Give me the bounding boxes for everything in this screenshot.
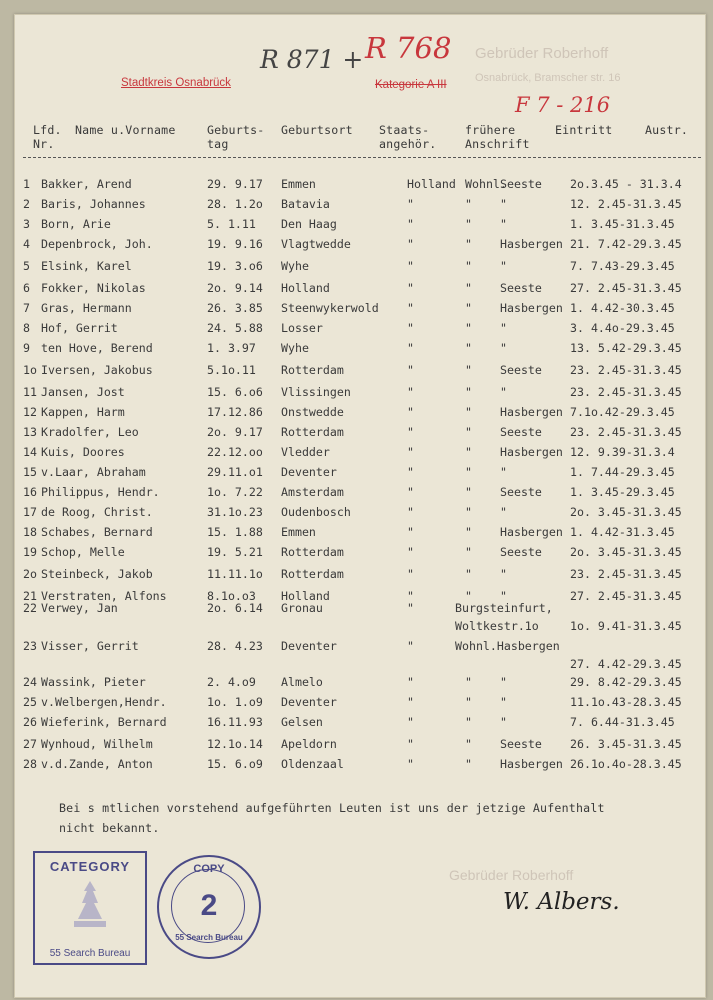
row-addr: " <box>465 485 472 499</box>
row-dates: 1o. 9.41-31.3.45 <box>570 619 682 633</box>
row-place: Den Haag <box>281 217 337 231</box>
header-austritt: Austr. <box>645 123 689 137</box>
copy-stamp-number: 2 <box>200 889 218 922</box>
row-loc: " <box>500 567 507 581</box>
row-nat: " <box>407 281 414 295</box>
row-nr: 25 <box>23 695 37 709</box>
row-loc: Seeste <box>500 281 542 295</box>
row-addr: " <box>465 545 472 559</box>
table-row <box>15 321 705 339</box>
row-dates: 23. 2.45-31.3.45 <box>570 425 682 439</box>
row-dob: 11.11.1o <box>207 567 263 581</box>
row-nr: 26 <box>23 715 37 729</box>
row-dob: 2o. 9.14 <box>207 281 263 295</box>
row-place: Holland <box>281 589 330 603</box>
row-dob: 28. 1.2o <box>207 197 263 211</box>
row-place: Rotterdam <box>281 567 344 581</box>
row-name: Schabes, Bernard <box>41 525 153 539</box>
row-nat: " <box>407 445 414 459</box>
table-row-continued <box>15 657 705 675</box>
row-dob: 26. 3.85 <box>207 301 263 315</box>
row-nat: " <box>407 567 414 581</box>
row-dob: 29.11.o1 <box>207 465 263 479</box>
row-dates: 29. 8.42-29.3.45 <box>570 675 682 689</box>
header-staats-1: Staats- <box>379 123 430 137</box>
row-name: Wassink, Pieter <box>41 675 146 689</box>
row-place: Rotterdam <box>281 363 344 377</box>
row-place: Deventer <box>281 639 337 653</box>
row-nat: " <box>407 425 414 439</box>
row-loc: Seeste <box>500 485 542 499</box>
table-row <box>15 425 705 443</box>
row-name: Wieferink, Bernard <box>41 715 167 729</box>
row-addr-1: Burgsteinfurt, <box>455 601 553 615</box>
row-addr: " <box>465 445 472 459</box>
row-dates: 26.1o.4o-28.3.45 <box>570 757 682 771</box>
category-stamp-caption: 55 Search Bureau <box>49 948 131 959</box>
table-row <box>15 465 705 483</box>
row-nr: 28 <box>23 757 37 771</box>
table-row <box>15 301 705 319</box>
row-dates: 7. 7.43-29.3.45 <box>570 259 675 273</box>
table-row <box>15 715 705 733</box>
row-loc: " <box>500 589 507 603</box>
row-place: Emmen <box>281 177 316 191</box>
row-nr: 2o <box>23 567 37 581</box>
copy-stamp-top: COPY <box>193 863 225 875</box>
row-nr: 22 <box>23 601 37 615</box>
table-row <box>15 757 705 775</box>
table-row <box>15 197 705 215</box>
copy-stamp-ring-text: 55 Search Bureau <box>175 933 243 942</box>
row-nat: " <box>407 363 414 377</box>
row-name: v.Welbergen,Hendr. <box>41 695 167 709</box>
row-loc: " <box>500 385 507 399</box>
row-loc: " <box>500 197 507 211</box>
row-place: Vlagtwedde <box>281 237 351 251</box>
row-nat: " <box>407 385 414 399</box>
row-name: Kradolfer, Leo <box>41 425 139 439</box>
row-nr: 11 <box>23 385 37 399</box>
row-nat: " <box>407 601 414 615</box>
table-row <box>15 385 705 403</box>
row-name: Verwey, Jan <box>41 601 118 615</box>
row-dates: 11.1o.43-28.3.45 <box>570 695 682 709</box>
row-name: Gras, Hermann <box>41 301 132 315</box>
row-name: Schop, Melle <box>41 545 125 559</box>
faint-company-stamp <box>475 45 621 87</box>
row-loc: " <box>500 465 507 479</box>
row-dob: 5.1o.11 <box>207 363 256 377</box>
document-page <box>14 14 706 998</box>
row-dob: 19. 3.o6 <box>207 259 263 273</box>
row-nat: " <box>407 217 414 231</box>
row-name: Iversen, Jakobus <box>41 363 153 377</box>
table-row <box>15 405 705 423</box>
table-row <box>15 259 705 277</box>
row-name: Baris, Johannes <box>41 197 146 211</box>
row-nat: " <box>407 197 414 211</box>
row-loc: Seeste <box>500 363 542 377</box>
row-name: Born, Arie <box>41 217 111 231</box>
row-name: de Roog, Christ. <box>41 505 153 519</box>
row-dob: 1o. 7.22 <box>207 485 263 499</box>
category-stamp-emblem-icon <box>70 879 110 935</box>
row-loc: " <box>500 217 507 231</box>
row-place: Steenwykerwold <box>281 301 379 315</box>
row-addr: " <box>465 341 472 355</box>
row-dob: 22.12.oo <box>207 445 263 459</box>
table-row <box>15 675 705 693</box>
row-place: Losser <box>281 321 323 335</box>
header-eintritt: Eintritt <box>555 123 613 137</box>
row-dates: 7.1o.42-29.3.45 <box>570 405 675 419</box>
row-place: Onstwedde <box>281 405 344 419</box>
row-place: Vlissingen <box>281 385 351 399</box>
row-nat: " <box>407 301 414 315</box>
row-dates: 26. 3.45-31.3.45 <box>570 737 682 751</box>
row-name: Depenbrock, Joh. <box>41 237 153 251</box>
row-addr: " <box>465 363 472 377</box>
row-dates: 21. 7.42-29.3.45 <box>570 237 682 251</box>
table-row <box>15 737 705 755</box>
row-dates: 2o. 3.45-31.3.45 <box>570 505 682 519</box>
table-row <box>15 281 705 299</box>
row-dob: 15. 1.88 <box>207 525 263 539</box>
row-nr: 8 <box>23 321 30 335</box>
footer-line-2: nicht bekannt. <box>59 821 160 835</box>
row-dob: 31.1o.23 <box>207 505 263 519</box>
row-place: Deventer <box>281 465 337 479</box>
category-stamp-title: CATEGORY <box>49 859 131 874</box>
row-addr: " <box>465 737 472 751</box>
row-dates: 1. 4.42-30.3.45 <box>570 301 675 315</box>
row-dob: 17.12.86 <box>207 405 263 419</box>
row-nat: " <box>407 405 414 419</box>
row-dob: 12.1o.14 <box>207 737 263 751</box>
table-row <box>15 505 705 523</box>
row-place: Deventer <box>281 695 337 709</box>
row-loc: Hasbergen <box>500 301 563 315</box>
row-place: Vledder <box>281 445 330 459</box>
row-nr: 7 <box>23 301 30 315</box>
row-name: Verstraten, Alfons <box>41 589 167 603</box>
row-nat: " <box>407 321 414 335</box>
row-nr: 2 <box>23 197 30 211</box>
row-dates: 13. 5.42-29.3.45 <box>570 341 682 355</box>
row-place: Emmen <box>281 525 316 539</box>
row-loc: Seeste <box>500 737 542 751</box>
row-name: Wynhoud, Wilhelm <box>41 737 153 751</box>
row-dates: 12. 2.45-31.3.45 <box>570 197 682 211</box>
row-addr: " <box>465 465 472 479</box>
row-nat: " <box>407 237 414 251</box>
row-place: Apeldorn <box>281 737 337 751</box>
row-loc: " <box>500 341 507 355</box>
row-addr: " <box>465 237 472 251</box>
row-dob: 19. 5.21 <box>207 545 263 559</box>
row-nr: 3 <box>23 217 30 231</box>
row-nr: 18 <box>23 525 37 539</box>
row-addr: " <box>465 505 472 519</box>
row-name: Jansen, Jost <box>41 385 125 399</box>
row-addr: " <box>465 695 472 709</box>
row-loc: " <box>500 505 507 519</box>
row-nr: 15 <box>23 465 37 479</box>
row-dob: 29. 9.17 <box>207 177 263 191</box>
row-name: Visser, Gerrit <box>41 639 139 653</box>
row-dob: 16.11.93 <box>207 715 263 729</box>
row-loc: Seeste <box>500 425 542 439</box>
row-place: Amsterdam <box>281 485 344 499</box>
row-addr: " <box>465 567 472 581</box>
row-place: Rotterdam <box>281 425 344 439</box>
row-name: Elsink, Karel <box>41 259 132 273</box>
handwritten-ref-3: F 7 - 216 <box>515 93 611 117</box>
row-loc: Hasbergen <box>500 525 563 539</box>
row-nr: 5 <box>23 259 30 273</box>
row-loc: Hasbergen <box>500 405 563 419</box>
row-place: Almelo <box>281 675 323 689</box>
row-dob: 2o. 6.14 <box>207 601 263 615</box>
row-name: ten Hove, Berend <box>41 341 153 355</box>
row-nat: " <box>407 485 414 499</box>
row-dob: 1. 3.97 <box>207 341 256 355</box>
row-addr: " <box>465 425 472 439</box>
row-dates: 2o. 3.45-31.3.45 <box>570 545 682 559</box>
row-place: Wyhe <box>281 259 309 273</box>
copy-stamp <box>157 855 261 959</box>
row-nat: " <box>407 525 414 539</box>
table-row <box>15 639 705 657</box>
row-nr: 23 <box>23 639 37 653</box>
row-nr: 6 <box>23 281 30 295</box>
row-nat: " <box>407 341 414 355</box>
row-place: Gronau <box>281 601 323 615</box>
row-dates: 7. 6.44-31.3.45 <box>570 715 675 729</box>
row-dob: 24. 5.88 <box>207 321 263 335</box>
header-geburtsort: Geburtsort <box>281 123 353 137</box>
table-row-continued <box>15 619 705 637</box>
table-row <box>15 341 705 359</box>
row-dates: 1. 3.45-29.3.45 <box>570 485 675 499</box>
row-dates: 27. 4.42-29.3.45 <box>570 657 682 671</box>
row-loc: " <box>500 715 507 729</box>
row-addr: " <box>465 675 472 689</box>
row-name: v.d.Zande, Anton <box>41 757 153 771</box>
row-name: Steinbeck, Jakob <box>41 567 153 581</box>
row-nat: " <box>407 737 414 751</box>
row-nr: 16 <box>23 485 37 499</box>
header-fruhere-1: frühere <box>465 123 516 137</box>
row-name: Philippus, Hendr. <box>41 485 160 499</box>
row-place: Rotterdam <box>281 545 344 559</box>
row-dob: 2o. 9.17 <box>207 425 263 439</box>
row-nat: " <box>407 639 414 653</box>
row-dob: 2. 4.o9 <box>207 675 256 689</box>
row-dates: 3. 4.4o-29.3.45 <box>570 321 675 335</box>
row-loc: Seeste <box>500 177 542 191</box>
stadtkreis-label: Stadtkreis Osnabrück <box>121 77 231 89</box>
faint-stamp-line-2: Osnabrück, Bramscher str. 16 <box>475 72 621 84</box>
row-loc: Hasbergen <box>500 445 563 459</box>
row-addr: " <box>465 715 472 729</box>
row-place: Batavia <box>281 197 330 211</box>
faint-bottom-stamp: Gebrüder Roberhoff <box>449 867 574 883</box>
row-loc: Hasbergen <box>500 237 563 251</box>
header-lfd: Lfd. <box>33 123 62 137</box>
row-nr: 14 <box>23 445 37 459</box>
row-name: Kappen, Harm <box>41 405 125 419</box>
header-name: Name u.Vorname <box>75 123 176 137</box>
row-nat: " <box>407 259 414 273</box>
row-dob: 15. 6.o9 <box>207 757 263 771</box>
row-nat: " <box>407 545 414 559</box>
row-name: Kuis, Doores <box>41 445 125 459</box>
row-dob: 8.1o.o3 <box>207 589 256 603</box>
table-row <box>15 485 705 503</box>
header-geburtstag-1: Geburts- <box>207 123 265 137</box>
row-dates: 1. 7.44-29.3.45 <box>570 465 675 479</box>
row-addr-2: Woltkestr.1o <box>455 619 539 633</box>
row-nat: " <box>407 505 414 519</box>
table-row <box>15 545 705 563</box>
row-nr: 1o <box>23 363 37 377</box>
row-loc: Seeste <box>500 545 542 559</box>
row-addr-1: Wohnl.Hasbergen <box>455 639 560 653</box>
row-place: Oldenzaal <box>281 757 344 771</box>
row-dob: 1o. 1.o9 <box>207 695 263 709</box>
row-addr: " <box>465 385 472 399</box>
row-place: Wyhe <box>281 341 309 355</box>
table-row <box>15 177 705 195</box>
row-nr: 13 <box>23 425 37 439</box>
row-nat: " <box>407 675 414 689</box>
row-dates: 27. 2.45-31.3.45 <box>570 589 682 603</box>
row-dates: 1. 4.42-31.3.45 <box>570 525 675 539</box>
row-loc: " <box>500 259 507 273</box>
row-dates: 23. 2.45-31.3.45 <box>570 567 682 581</box>
row-addr: " <box>465 281 472 295</box>
row-dob: 28. 4.23 <box>207 639 263 653</box>
table-row <box>15 601 705 619</box>
row-addr: " <box>465 197 472 211</box>
row-nr: 4 <box>23 237 30 251</box>
faint-stamp-line-1: Gebrüder Roberhoff <box>475 45 609 62</box>
row-addr: " <box>465 321 472 335</box>
row-addr: " <box>465 217 472 231</box>
row-nat: " <box>407 695 414 709</box>
row-loc: " <box>500 675 507 689</box>
row-dates: 12. 9.39-31.3.4 <box>570 445 675 459</box>
table-row <box>15 237 705 255</box>
header-divider <box>23 157 701 158</box>
row-nr: 24 <box>23 675 37 689</box>
row-addr: " <box>465 757 472 771</box>
table-row <box>15 363 705 381</box>
row-dates: 23. 2.45-31.3.45 <box>570 385 682 399</box>
row-nat: " <box>407 589 414 603</box>
row-nr: 12 <box>23 405 37 419</box>
header-fruhere-2: Anschrift <box>465 137 530 151</box>
header-geburtstag-2: tag <box>207 137 229 151</box>
row-nat: Holland <box>407 177 456 191</box>
row-addr: " <box>465 405 472 419</box>
table-row <box>15 567 705 585</box>
row-dob: 5. 1.11 <box>207 217 256 231</box>
row-nat: " <box>407 465 414 479</box>
row-nr: 19 <box>23 545 37 559</box>
row-name: Fokker, Nikolas <box>41 281 146 295</box>
table-row <box>15 695 705 713</box>
header-staats-2: angehör. <box>379 137 437 151</box>
row-nr: 17 <box>23 505 37 519</box>
row-addr: " <box>465 525 472 539</box>
row-nr: 21 <box>23 589 37 603</box>
kategorie-label: Kategorie A III <box>375 79 447 91</box>
table-row <box>15 525 705 543</box>
row-place: Holland <box>281 281 330 295</box>
table-row <box>15 445 705 463</box>
row-loc: " <box>500 321 507 335</box>
row-name: v.Laar, Abraham <box>41 465 146 479</box>
row-addr: " <box>465 259 472 273</box>
table-row <box>15 217 705 235</box>
signature: W. Albers. <box>503 889 620 915</box>
row-dates: 23. 2.45-31.3.45 <box>570 363 682 377</box>
row-name: Hof, Gerrit <box>41 321 118 335</box>
row-nr: 9 <box>23 341 30 355</box>
row-addr: " <box>465 589 472 603</box>
row-place: Oudenbosch <box>281 505 351 519</box>
row-nat: " <box>407 757 414 771</box>
row-addr: " <box>465 301 472 315</box>
handwritten-ref-2: R 768 <box>365 31 452 65</box>
row-dates: 27. 2.45-31.3.45 <box>570 281 682 295</box>
footer-line-1: Bei s mtlichen vorstehend aufgeführten Leuten ist uns der jetzige Aufenthalt <box>59 801 605 815</box>
row-dates: 2o.3.45 - 31.3.4 <box>570 177 682 191</box>
row-nr: 27 <box>23 737 37 751</box>
row-addr: Wohnl. <box>465 177 507 191</box>
header-nr: Nr. <box>33 137 55 151</box>
row-loc: Hasbergen <box>500 757 563 771</box>
row-dates: 1. 3.45-31.3.45 <box>570 217 675 231</box>
row-dob: 15. 6.o6 <box>207 385 263 399</box>
row-nat: " <box>407 715 414 729</box>
row-loc: " <box>500 695 507 709</box>
row-place: Gelsen <box>281 715 323 729</box>
row-name: Bakker, Arend <box>41 177 132 191</box>
row-nr: 1 <box>23 177 30 191</box>
handwritten-ref-1: R 871 + <box>260 45 364 74</box>
row-dob: 19. 9.16 <box>207 237 263 251</box>
category-stamp <box>33 851 147 965</box>
